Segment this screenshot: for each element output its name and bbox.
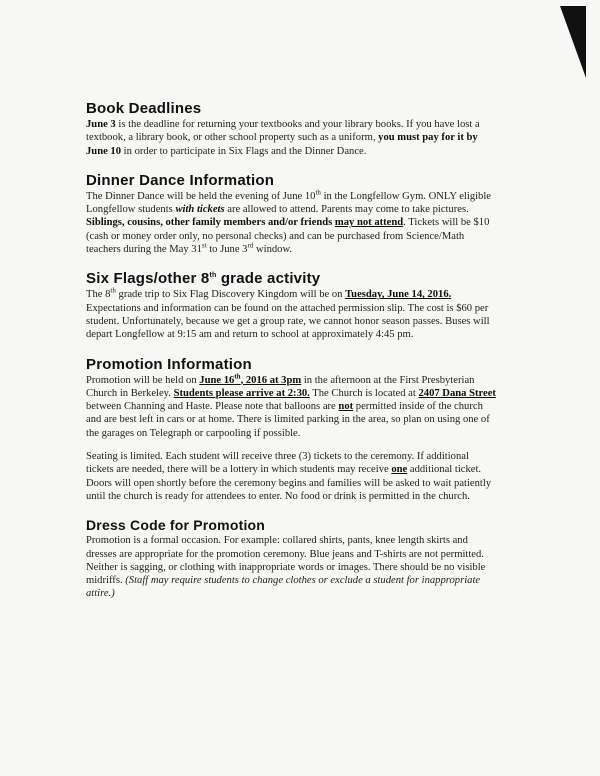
dinner-dance-section (86, 172, 496, 256)
scan-corner-mark (560, 6, 586, 78)
six-flags-text: The 8th grade trip to Six Flag Discovery Kingdom will be on Tuesday, June 14, 2016. Expectations and information can be found on the attached permission slip. The cost is $60 per student. Unfortunately, because we get a group rate, we cannot honor season passes. Buses will depart Longfellow at 9:15 am and return to school at approximately 4:45 pm. (86, 286, 490, 341)
dress-code-text: Promotion is a formal occasion. For example: collared shirts, pants, knee length skirts and dresses are appropriate for the promotion ceremony. Blue jeans and T-shirts are not permitted. Neither is sagging, or clothing with inappropriate words or images. There should be no visible midriffs. (Staff may require students to change clothes or exclude a student for inappropriate attire.) (86, 535, 486, 600)
six-flags-section (86, 270, 496, 341)
dinner-dance-text: The Dinner Dance will be held the evening of June 10th in the Longfellow Gym. ONLY eligible Longfellow students with tickets are allowed to attend. Parents may come to take pictures. Siblings, cousins, other family members and/or friends may not attend. Tickets will be $10 (cash or money order only, no personal checks) and can be purchased from Science/Math teachers during the May 31st to June 3rd window. (86, 188, 491, 256)
promotion-heading: Promotion Information (86, 355, 252, 373)
seating-text: Seating is limited. Each student will receive three (3) tickets to the ceremony. If additional tickets are needed, there will be a lottery in which students may receive one additional ticket. Doors will open shortly before the ceremony begins and families will be asked to wait patiently until the church is ready for attendees to enter. No food or drink is permitted in the church. (86, 451, 492, 502)
promotion-text: Promotion will be held on June 16th, 2016 at 3pm in the afternoon at the First Presbyterian Church in Berkeley. Students please arrive at 2:30. The Church is located at 2407 Dana Street between Channing and Haste. Please note that balloons are not permitted inside of the church and are best left in cars or at home. There is limited parking in the area, so plan on using one of the garages on Telegraph or carpooling if possible. (86, 372, 496, 439)
dress-code-heading: Dress Code for Promotion (86, 517, 266, 534)
document-body (86, 100, 496, 615)
book-deadlines-heading: Book Deadlines (86, 100, 202, 117)
dress-code-section (86, 517, 496, 600)
dinner-dance-heading: Dinner Dance Information (86, 171, 275, 189)
book-deadlines-text: June 3 is the deadline for returning your textbooks and your library books. If you have lost a textbook, a library book, or other school property such as a uniform, you must pay for it by June 10 in order to participate in Six Flags and the Dinner Dance. (86, 119, 480, 157)
book-deadlines-section (86, 100, 496, 158)
six-flags-heading: Six Flags/other 8th grade activity (86, 270, 321, 288)
promotion-section (86, 356, 496, 504)
